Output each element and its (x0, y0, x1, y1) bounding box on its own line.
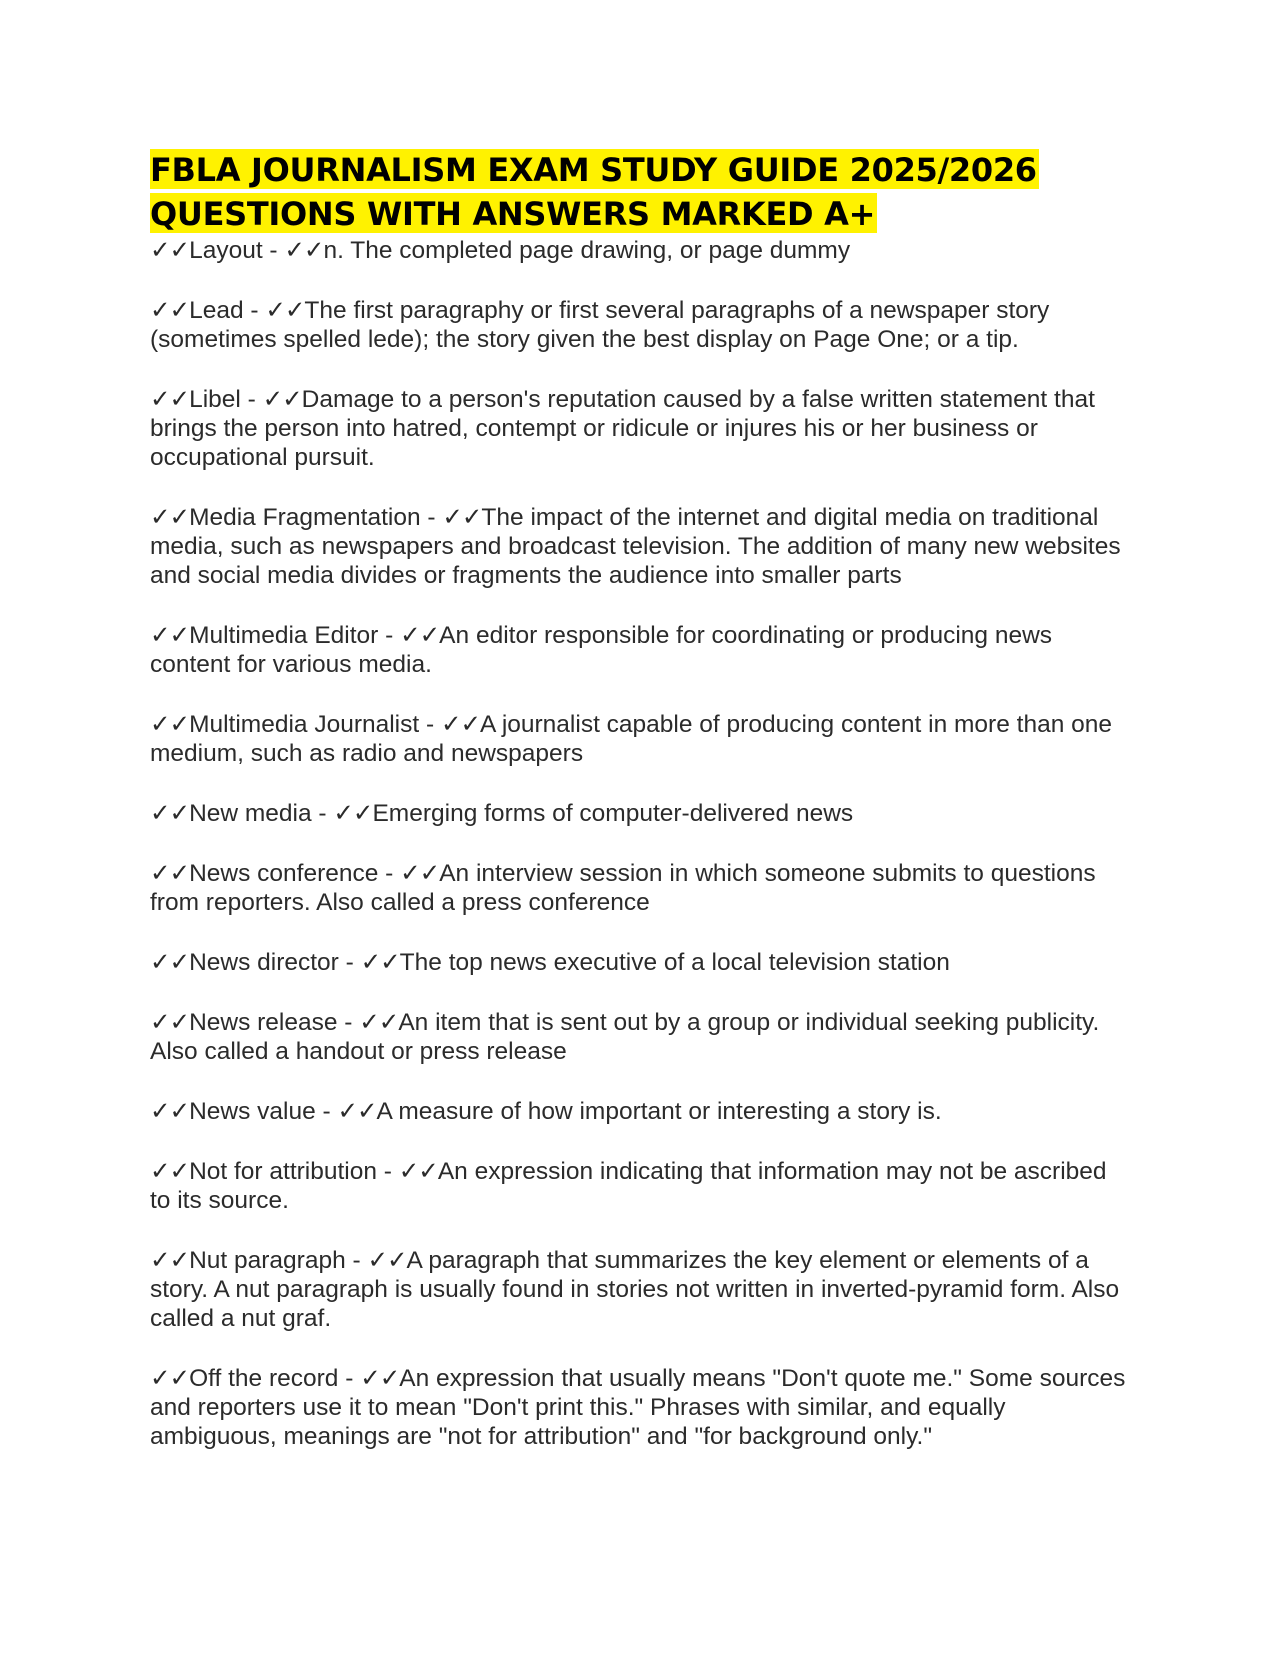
glossary-entry (150, 236, 1130, 265)
entry-definition: The top news executive of a local television station (399, 949, 950, 976)
document-title (150, 148, 1130, 236)
entry-separator: - (311, 800, 334, 827)
check-marks: ✓✓ (360, 949, 400, 976)
entry-term: Libel (189, 386, 241, 413)
check-marks: ✓✓ (150, 1158, 190, 1185)
entry-term: Not for attribution (189, 1158, 377, 1185)
check-marks: ✓✓ (150, 711, 190, 738)
entry-separator: - (378, 860, 401, 887)
glossary-entry (150, 948, 1130, 977)
check-marks: ✓✓ (150, 237, 190, 264)
entry-definition: A measure of how important or interesting a story is. (376, 1098, 942, 1125)
entry-separator: - (420, 504, 443, 531)
entry-separator: - (315, 1098, 338, 1125)
check-marks: ✓✓ (262, 386, 302, 413)
entry-term: Lead (189, 297, 244, 324)
entry-term: Multimedia Journalist (189, 711, 420, 738)
entry-term: Multimedia Editor (189, 622, 379, 649)
check-marks: ✓✓ (150, 504, 190, 531)
glossary-entry (150, 799, 1130, 828)
entry-separator: - (262, 237, 285, 264)
entry-definition: The first paragraphy or first several paragraphs of a newspaper story (sometimes spelled lede); the story given the best display on Page One; or a tip. (150, 297, 1050, 353)
check-marks: ✓✓ (150, 800, 190, 827)
check-marks: ✓✓ (265, 297, 305, 324)
glossary-entry (150, 503, 1130, 590)
check-marks: ✓✓ (367, 1247, 407, 1274)
check-marks: ✓✓ (150, 386, 190, 413)
glossary-entry (150, 1157, 1130, 1215)
entry-term: News value (189, 1098, 316, 1125)
entry-definition: An expression that usually means "Don't quote me." Some sources and reporters use it to mean "Don't print this." Phrases with similar, and equally ambiguous, meanings are "not for attribution" and "for background only." (150, 1365, 1126, 1450)
entry-term: Nut paragraph (189, 1247, 346, 1274)
glossary-entry (150, 296, 1130, 354)
entry-separator: - (243, 297, 266, 324)
check-marks: ✓✓ (150, 1009, 190, 1036)
check-marks: ✓✓ (400, 622, 440, 649)
entry-term: Off the record (189, 1365, 339, 1392)
check-marks: ✓✓ (150, 1365, 190, 1392)
glossary-entry (150, 1097, 1130, 1126)
glossary-entry (150, 1364, 1130, 1451)
check-marks: ✓✓ (333, 800, 373, 827)
glossary-entry (150, 710, 1130, 768)
entry-definition: A paragraph that summarizes the key element or elements of a story. A nut paragraph is usually found in stories not written in inverted-pyramid form. Also called a nut graf. (150, 1247, 1120, 1332)
entry-term: News release (189, 1009, 338, 1036)
entry-definition: An interview session in which someone submits to questions from reporters. Also called a press conference (150, 860, 1096, 916)
title-line-1: FBLA JOURNALISM EXAM STUDY GUIDE 2025/2026 (150, 151, 1037, 189)
check-marks: ✓✓ (150, 622, 190, 649)
check-marks: ✓✓ (150, 1098, 190, 1125)
check-marks: ✓✓ (150, 297, 190, 324)
entry-separator: - (419, 711, 441, 738)
entry-definition: An expression indicating that information may not be ascribed to its source. (150, 1158, 1107, 1214)
entry-definition: A journalist capable of producing content in more than one medium, such as radio and newspapers (150, 711, 1113, 767)
document-content (150, 148, 1130, 1482)
entry-definition: Emerging forms of computer-delivered news (372, 800, 854, 827)
glossary-entry (150, 385, 1130, 472)
check-marks: ✓✓ (359, 1009, 399, 1036)
check-marks: ✓✓ (150, 1247, 190, 1274)
entry-definition: An item that is sent out by a group or individual seeking publicity. Also called a handout or press release (150, 1009, 1100, 1065)
check-marks: ✓✓ (442, 504, 482, 531)
entry-term: News director (189, 949, 339, 976)
title-line-2: QUESTIONS WITH ANSWERS MARKED A+ (150, 195, 876, 233)
entry-definition: The impact of the internet and digital media on traditional media, such as newspapers and broadcast television. The addition of many new websites and social media divides or fragments the audience into smaller parts (150, 504, 1121, 589)
check-marks: ✓✓ (284, 237, 324, 264)
check-marks: ✓✓ (337, 1098, 377, 1125)
check-marks: ✓✓ (440, 711, 481, 738)
entry-definition: n. The completed page drawing, or page dummy (323, 237, 851, 264)
glossary-entry (150, 1008, 1130, 1066)
entry-separator: - (337, 1009, 360, 1036)
check-marks: ✓✓ (400, 860, 440, 887)
entry-separator: - (240, 386, 263, 413)
glossary-entry (150, 621, 1130, 679)
glossary-entry (150, 1246, 1130, 1333)
entry-term: News conference (189, 860, 379, 887)
entry-separator: - (338, 1365, 361, 1392)
entry-definition: Damage to a person's reputation caused by a false written statement that brings the person into hatred, contempt or ridicule or injures his or her business or occupational pursuit. (150, 386, 1095, 471)
entry-separator: - (378, 622, 401, 649)
entry-separator: - (345, 1247, 368, 1274)
entry-separator: - (338, 949, 361, 976)
entry-term: New media (189, 800, 312, 827)
check-marks: ✓✓ (150, 860, 190, 887)
glossary-entry (150, 859, 1130, 917)
check-marks: ✓✓ (150, 949, 190, 976)
entry-separator: - (377, 1158, 399, 1185)
entry-term: Layout (189, 237, 263, 264)
glossary-list (150, 236, 1130, 1451)
check-marks: ✓✓ (360, 1365, 400, 1392)
entry-term: Media Fragmentation (189, 504, 421, 531)
check-marks: ✓✓ (398, 1158, 438, 1185)
entry-definition: An editor responsible for coordinating or producing news content for various media. (150, 622, 1053, 678)
